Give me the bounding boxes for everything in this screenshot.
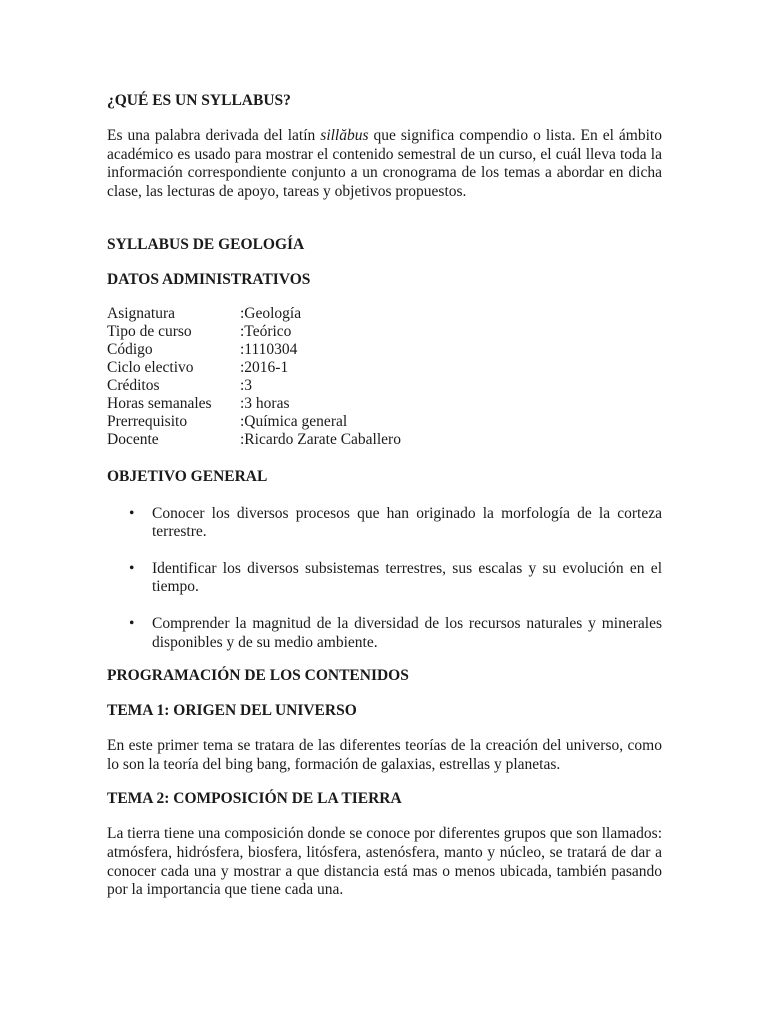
admin-row: [107, 341, 401, 359]
admin-key: Código: [107, 341, 153, 359]
admin-key: Tipo de curso: [107, 323, 192, 341]
programming-heading: PROGRAMACIÓN DE LOS CONTENIDOS: [107, 667, 409, 685]
admin-value: :Teórico: [240, 323, 292, 341]
admin-key: Prerrequisito: [107, 412, 188, 430]
admin-value: :2016-1: [240, 359, 289, 377]
intro-text-before: Es una palabra derivada del latín: [107, 127, 321, 144]
bullet-icon: •: [129, 504, 135, 522]
bullet-icon: •: [129, 615, 135, 632]
list-item: [107, 560, 662, 597]
objective-item-text: Identificar los diversos subsistemas terrestres, sus escalas y su evolución en el tiempo.: [152, 559, 662, 596]
syllabus-title: SYLLABUS DE GEOLOGÍA: [107, 236, 305, 254]
admin-row: [107, 395, 401, 413]
tema1-heading: TEMA 1: ORIGEN DEL UNIVERSO: [107, 702, 357, 720]
admin-key: Asignatura: [107, 305, 176, 323]
intro-paragraph: [107, 127, 662, 201]
objective-heading: OBJETIVO GENERAL: [107, 467, 268, 485]
objective-list: [107, 505, 662, 653]
admin-row: [107, 359, 401, 377]
admin-value: :Ricardo Zarate Caballero: [240, 430, 401, 448]
admin-row: [107, 413, 401, 431]
admin-row: [107, 431, 401, 449]
admin-heading: DATOS ADMINISTRATIVOS: [107, 271, 311, 289]
admin-value: :Geología: [240, 305, 302, 323]
admin-key: Ciclo electivo: [107, 359, 194, 377]
tema2-paragraph: La tierra tiene una composición donde se conoce por diferentes grupos que son llamados: atmósfera, hidrósfera, biosfera, litósfera, astenósfera, manto y núcleo, se tratará de dar a conocer cada una y mostrar a que distancia está mas o menos ubicada, también pasando por la importancia que tiene cada una.: [107, 825, 662, 899]
admin-row: [107, 377, 401, 395]
intro-text-after: que significa compendio o lista. En el ámbito académico es usado para mostrar el contenido semestral de un curso, el cuál lleva toda la información correspondiente conjunto a un cronograma de los temas a abordar en dicha clase, las lecturas de apoyo, tareas y objetivos propuestos.: [107, 127, 662, 200]
admin-table: [107, 305, 401, 448]
objective-item-text: Conocer los diversos procesos que han originado la morfología de la corteza terrestre.: [152, 504, 662, 541]
admin-value: :3: [240, 377, 253, 394]
admin-row: [107, 323, 401, 341]
list-item: [107, 615, 662, 652]
objective-item-text: Comprender la magnitud de la diversidad de los recursos naturales y minerales disponibles y de su medio ambiente.: [152, 615, 662, 651]
admin-value: :Química general: [240, 412, 348, 430]
admin-row: [107, 305, 401, 323]
admin-value: :3 horas: [240, 394, 290, 412]
admin-value: :1110304: [240, 341, 298, 359]
document-page: [107, 90, 662, 900]
bullet-icon: •: [129, 559, 135, 577]
tema1-paragraph: En este primer tema se tratara de las diferentes teorías de la creación del universo, como lo son la teoría del bing bang, formación de galaxias, estrellas y planetas.: [107, 737, 662, 773]
admin-key: Créditos: [107, 377, 160, 394]
admin-key: Horas semanales: [107, 394, 212, 412]
tema2-heading: TEMA 2: COMPOSICIÓN DE LA TIERRA: [107, 790, 402, 808]
intro-latin-word: sillăbus: [320, 127, 369, 144]
list-item: [107, 505, 662, 542]
admin-key: Docente: [107, 430, 159, 448]
intro-heading: ¿QUÉ ES UN SYLLABUS?: [107, 92, 291, 109]
